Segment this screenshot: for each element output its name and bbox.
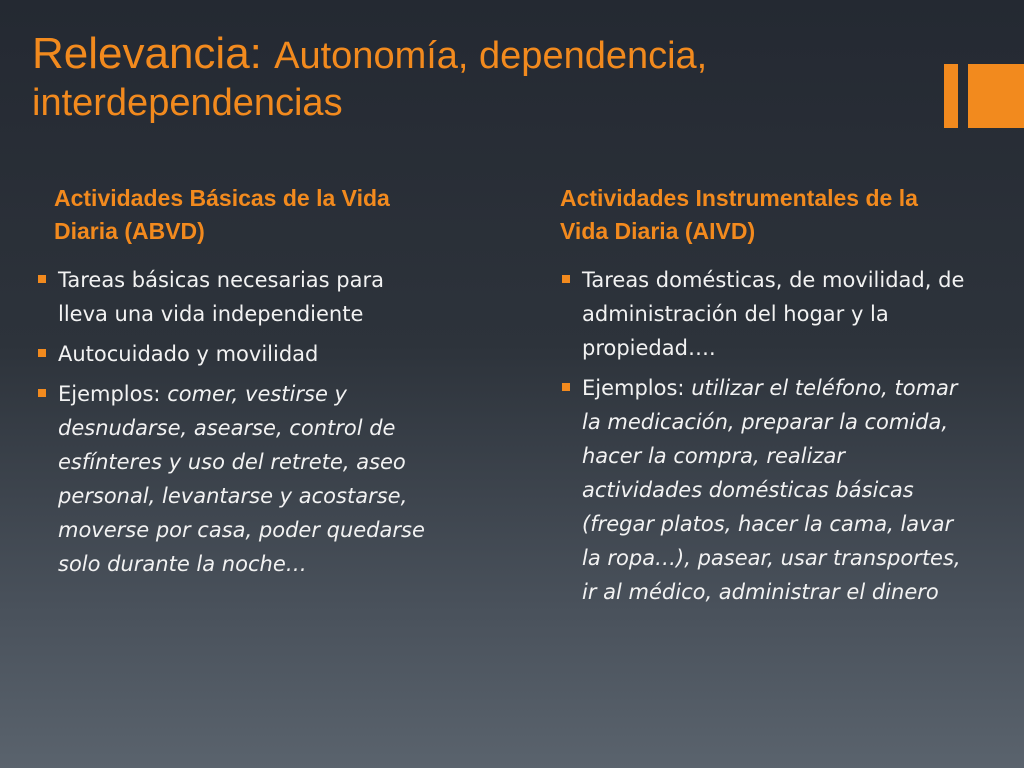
logo-bar-wide [968, 64, 1024, 128]
square-bullet-icon [38, 389, 46, 397]
logo-bar-narrow [944, 64, 958, 128]
aivd-bullet-item [560, 371, 970, 609]
examples-text: comer, vestirse y desnudarse, asearse, control de esfínteres y uso del retrete, aseo personal, levantarse y acostarse, moverse por casa, poder quedarse solo durante la noche… [58, 381, 425, 576]
abvd-bullet-text: Autocuidado y movilidad [58, 341, 319, 366]
aivd-bullet-text: Tareas domésticas, de movilidad, de administración del hogar y la propiedad…. [582, 267, 965, 360]
abvd-bullet-item [36, 377, 436, 581]
examples-label: Ejemplos: [58, 381, 168, 406]
slide-title [32, 28, 912, 126]
abvd-bullet-item [36, 337, 436, 371]
slide-title-sub: Autonomía, dependencia, interdependencias [32, 35, 708, 124]
abvd-column [36, 182, 436, 587]
aivd-heading: Actividades Instrumentales de la Vida Diaria (AIVD) [560, 185, 918, 245]
aivd-bullet-list [560, 263, 970, 609]
square-bullet-icon [38, 275, 46, 283]
square-bullet-icon [38, 349, 46, 357]
abvd-bullet-item [36, 263, 436, 331]
orange-bars-logo-icon [944, 64, 1024, 128]
aivd-bullet-item [560, 263, 970, 365]
slide-title-main: Relevancia: [32, 29, 275, 78]
examples-label: Ejemplos: [582, 375, 692, 400]
square-bullet-icon [562, 275, 570, 283]
abvd-bullet-text: Tareas básicas necesarias para lleva una vida independiente [58, 267, 384, 326]
abvd-bullet-list [36, 263, 436, 581]
abvd-heading: Actividades Básicas de la Vida Diaria (ABVD) [54, 185, 390, 245]
aivd-column [560, 182, 970, 615]
examples-text: utilizar el teléfono, tomar la medicación, preparar la comida, hacer la compra, realizar actividades domésticas básicas (fregar platos, hacer la cama, lavar la ropa…), pasear, usar transportes, ir al médico, administrar el dinero [582, 375, 961, 604]
square-bullet-icon [562, 383, 570, 391]
